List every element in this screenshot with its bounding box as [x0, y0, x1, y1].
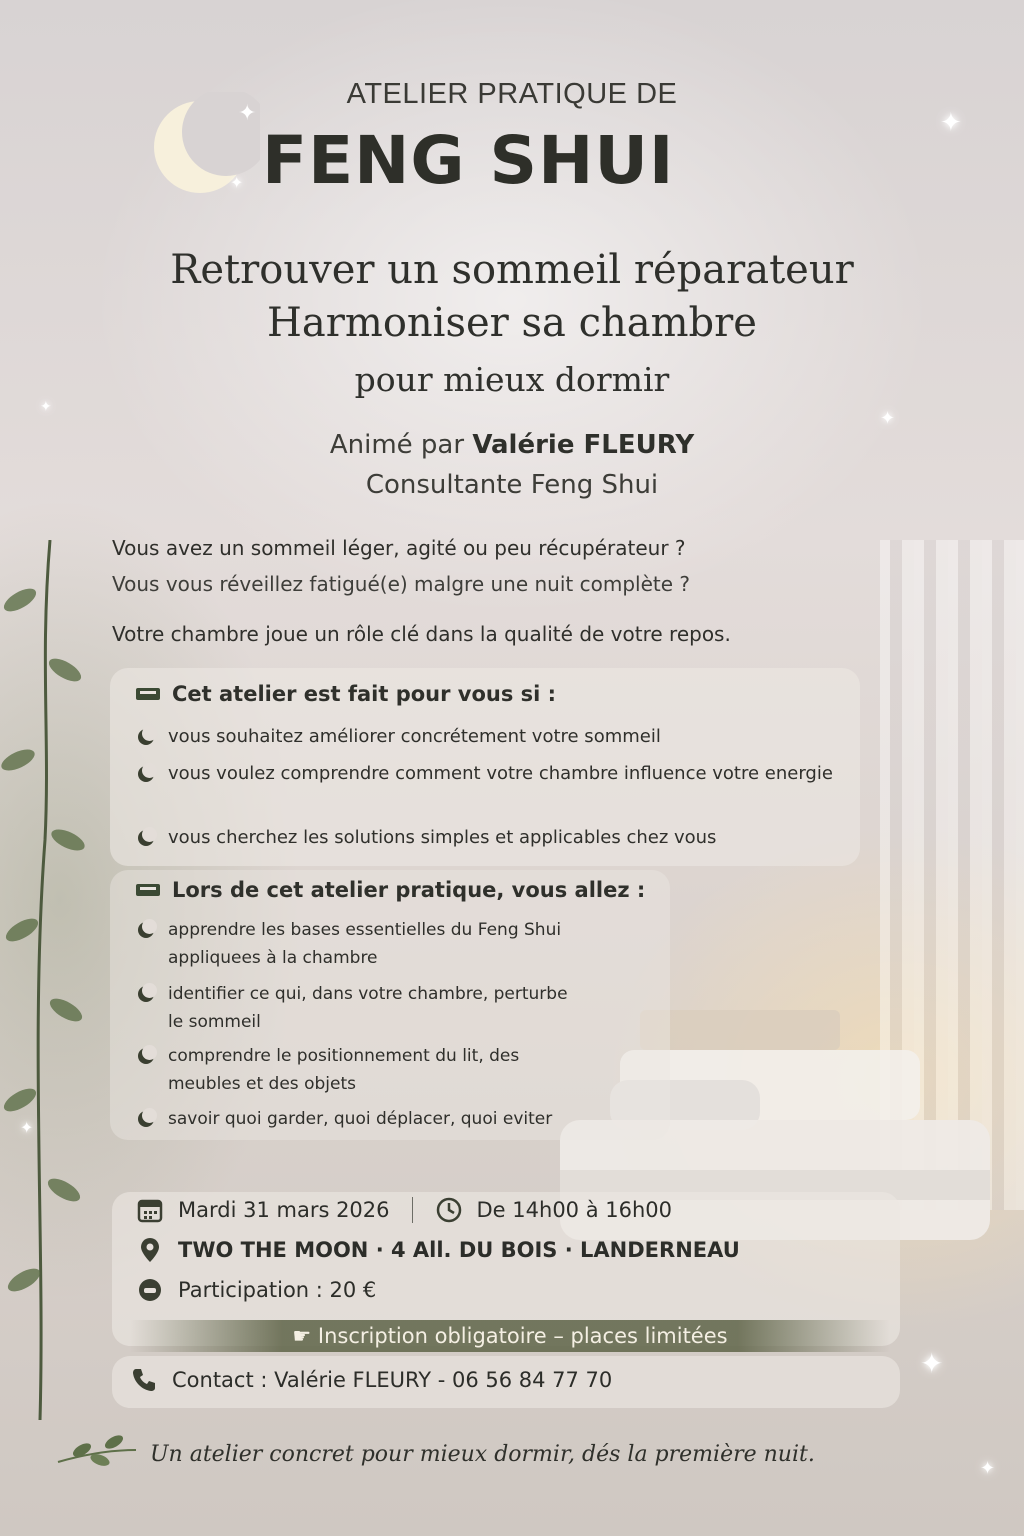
plant-decoration — [0, 540, 90, 1420]
event-date: Mardi 31 mars 2026 — [178, 1198, 390, 1222]
crescent-moon-icon — [138, 922, 154, 938]
list-item-text: vous cherchez les solutions simples et applicables chez vous — [168, 827, 717, 848]
host-prefix: Animé par — [329, 430, 465, 460]
bed-icon — [136, 882, 160, 898]
event-time: De 14h00 à 16h00 — [476, 1198, 673, 1222]
list-item — [138, 824, 858, 852]
list-item-text: apprendre les bases essentielles du Feng Shui appliquees à la chambre — [168, 920, 562, 968]
host-role: Consultante Feng Shui — [365, 470, 659, 500]
sparkle-icon: ✦ — [980, 1458, 996, 1479]
subtitle-line-1: Retrouver un sommeil réparateur — [170, 247, 854, 293]
location-pin-icon — [136, 1236, 164, 1264]
event-location: TWO THE MOON · 4 All. DU BOIS · LANDERNEAU — [178, 1238, 740, 1262]
host-name: Valérie FLEURY — [472, 430, 695, 460]
separator — [412, 1197, 413, 1223]
pointing-hand-icon: ☛ — [292, 1324, 318, 1348]
intro-statement: Votre chambre joue un rôle clé dans la qualité de votre repos. — [112, 622, 731, 646]
svg-text:✦: ✦ — [238, 101, 257, 126]
for-you-heading — [136, 682, 556, 706]
sparkle-icon: ✦ — [920, 1347, 944, 1380]
list-item — [138, 723, 838, 751]
sparkle-icon: ✦ — [40, 399, 52, 415]
registration-banner — [130, 1320, 890, 1352]
ticket-icon — [136, 1276, 164, 1304]
location-row — [136, 1236, 740, 1264]
intro-question-1: Vous avez un sommeil léger, agité ou peu récupérateur ? — [112, 536, 686, 560]
page-title: FENG SHUI — [262, 122, 675, 199]
host-line — [0, 430, 1024, 460]
learn-heading-text: Lors de cet atelier pratique, vous allez : — [172, 878, 646, 902]
intro-question-2: Vous vous réveillez fatigué(e) malgre une nuit complète ? — [112, 572, 690, 596]
list-item — [138, 980, 578, 1036]
clock-icon — [435, 1196, 463, 1224]
sparkle-icon: ✦ — [20, 1118, 34, 1137]
list-item-text: vous souhaitez améliorer concrétement votre sommeil — [168, 726, 661, 747]
footer-tagline: Un atelier concret pour mieux dormir, dés la première nuit. — [150, 1442, 815, 1467]
price-row — [136, 1276, 376, 1304]
bed-icon — [136, 686, 160, 702]
list-item — [138, 1105, 658, 1133]
registration-text: Inscription obligatoire – places limitées — [317, 1324, 728, 1348]
crescent-moon-icon — [138, 729, 154, 745]
crescent-moon-icon — [138, 830, 154, 846]
contact-text: Contact : Valérie FLEURY - 06 56 84 77 70 — [172, 1368, 613, 1392]
date-time-row — [136, 1196, 672, 1224]
event-price: Participation : 20 € — [178, 1278, 377, 1302]
list-item-text: savoir quoi garder, quoi déplacer, quoi eviter — [168, 1109, 553, 1129]
subtitle-line-2: Harmoniser sa chambre — [267, 300, 757, 346]
contact-row — [130, 1366, 612, 1394]
learn-heading — [136, 878, 645, 902]
for-you-heading-text: Cet atelier est fait pour vous si : — [172, 682, 557, 706]
list-item-text: vous voulez comprendre comment votre chambre influence votre energie — [168, 763, 833, 784]
sparkle-icon: ✦ — [940, 108, 962, 138]
list-item — [138, 1042, 578, 1098]
list-item-text: comprendre le positionnement du lit, des meubles et des objets — [168, 1046, 520, 1094]
leaf-branch-icon — [56, 1432, 140, 1468]
crescent-moon-icon — [138, 1111, 154, 1127]
crescent-moon-icon — [138, 986, 154, 1002]
phone-icon — [130, 1366, 158, 1394]
title-small: ATELIER PRATIQUE DE — [346, 78, 678, 110]
subtitle-line-3: pour mieux dormir — [354, 360, 670, 399]
crescent-moon-icon — [138, 766, 154, 782]
calendar-icon — [136, 1196, 164, 1224]
list-item-text: identifier ce qui, dans votre chambre, perturbe le sommeil — [168, 984, 568, 1032]
sparkle-icon: ✦ — [230, 173, 244, 192]
crescent-moon-icon — [138, 1048, 154, 1064]
list-item — [138, 760, 858, 788]
sparkle-icon: ✦ — [880, 408, 896, 429]
list-item — [138, 916, 658, 972]
